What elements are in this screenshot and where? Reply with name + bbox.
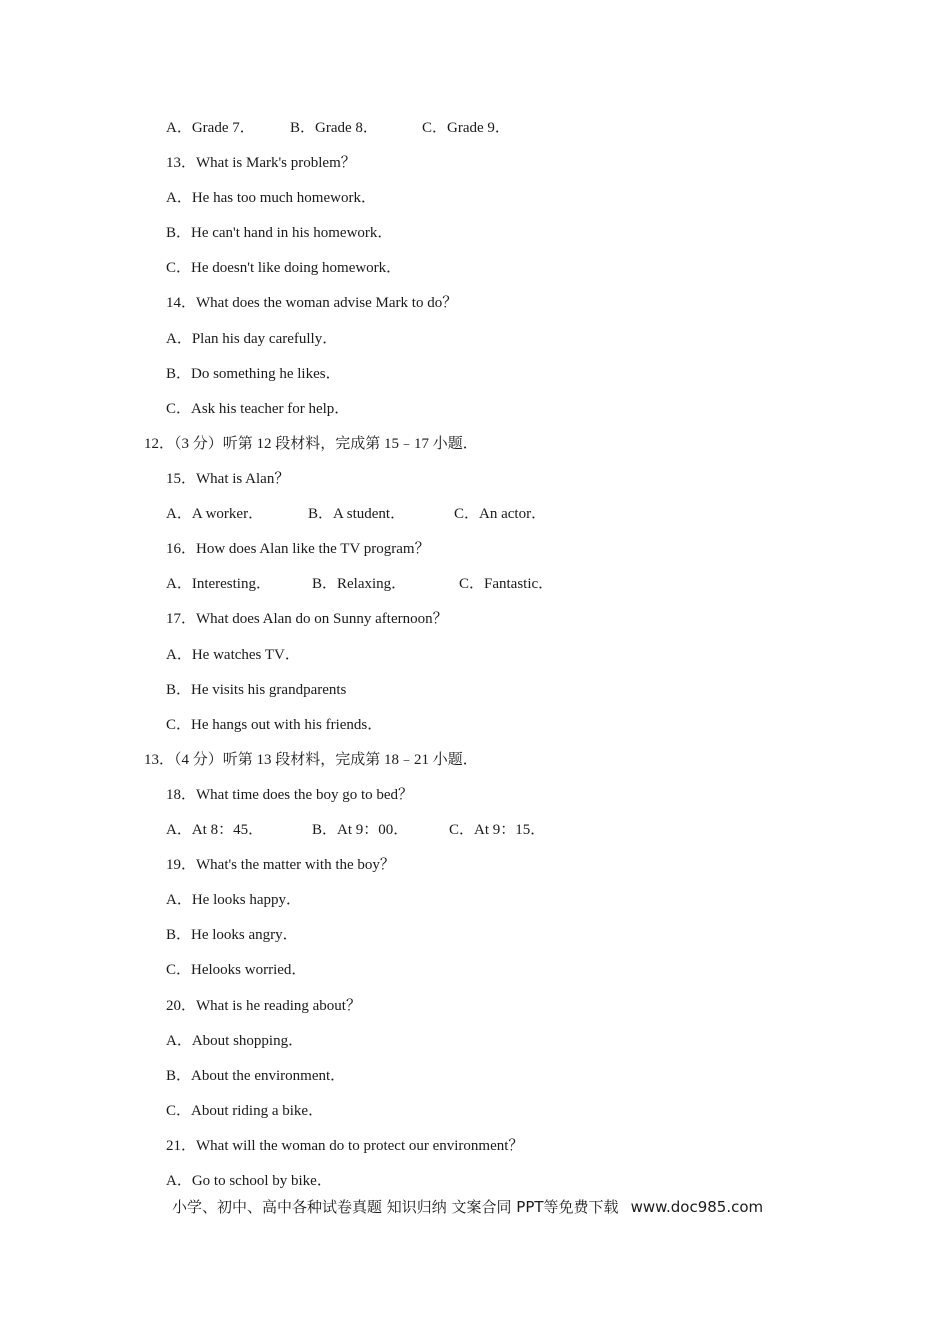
answer-option: B．At 9：00． — [312, 822, 409, 838]
section-heading: 12．（3 分）听第 12 段材料，完成第 15﹣17 小题． — [144, 436, 478, 452]
answer-option: C．Ask his teacher for help． — [166, 401, 350, 417]
footer-url: www.doc985.com — [630, 1198, 764, 1216]
answer-option: C．At 9：15． — [449, 822, 546, 838]
answer-option: A．Plan his day carefully． — [166, 331, 338, 347]
answer-option: B．About the environment． — [166, 1068, 346, 1084]
question-text: 18．What time does the boy go to bed？ — [166, 787, 414, 803]
answer-option: C．An actor． — [454, 506, 547, 522]
answer-option: C．Fantastic． — [459, 576, 554, 592]
answer-option: A．He looks happy． — [166, 892, 301, 908]
question-text: 17．What does Alan do on Sunny afternoon？ — [166, 611, 448, 627]
question-text: 20．What is he reading about？ — [166, 998, 361, 1014]
answer-option: B．Relaxing． — [312, 576, 407, 592]
section-heading: 13．（4 分）听第 13 段材料，完成第 18﹣21 小题． — [144, 752, 478, 768]
question-text: 14．What does the woman advise Mark to do？ — [166, 295, 458, 311]
answer-option: B．Grade 8． — [290, 120, 378, 136]
answer-option: B．He visits his grandparents — [166, 682, 347, 698]
question-text: 13．What is Mark's problem？ — [166, 155, 356, 171]
answer-option: A．About shopping． — [166, 1033, 304, 1049]
answer-option: A．He watches TV． — [166, 647, 300, 663]
answer-option: C．About riding a bike． — [166, 1103, 324, 1119]
question-text: 19．What's the matter with the boy？ — [166, 857, 395, 873]
answer-option: C．Grade 9． — [422, 120, 510, 136]
question-text: 16．How does Alan like the TV program？ — [166, 541, 430, 557]
answer-option: B．He can't hand in his homework． — [166, 225, 393, 241]
answer-option: B．A student． — [308, 506, 406, 522]
answer-option: A．Interesting． — [166, 576, 271, 592]
answer-option: A．He has too much homework． — [166, 190, 376, 206]
question-text: 15．What is Alan？ — [166, 471, 290, 487]
answer-option: A．Go to school by bike． — [166, 1173, 332, 1189]
answer-option: A．At 8：45． — [166, 822, 264, 838]
answer-option: B．Do something he likes． — [166, 366, 341, 382]
footer-text: 小学、初中、高中各种试卷真题 知识归纳 文案合同 PPT等免费下载 — [172, 1198, 619, 1216]
answer-option: C．Helooks worried． — [166, 962, 307, 978]
footer-banner — [172, 1195, 763, 1219]
answer-option: A．Grade 7． — [166, 120, 255, 136]
answer-option: C．He doesn't like doing homework． — [166, 260, 402, 276]
question-text: 21．What will the woman do to protect our environment？ — [166, 1138, 524, 1154]
answer-option: A．A worker． — [166, 506, 264, 522]
answer-option: C．He hangs out with his friends． — [166, 717, 383, 733]
answer-option: B．He looks angry． — [166, 927, 298, 943]
